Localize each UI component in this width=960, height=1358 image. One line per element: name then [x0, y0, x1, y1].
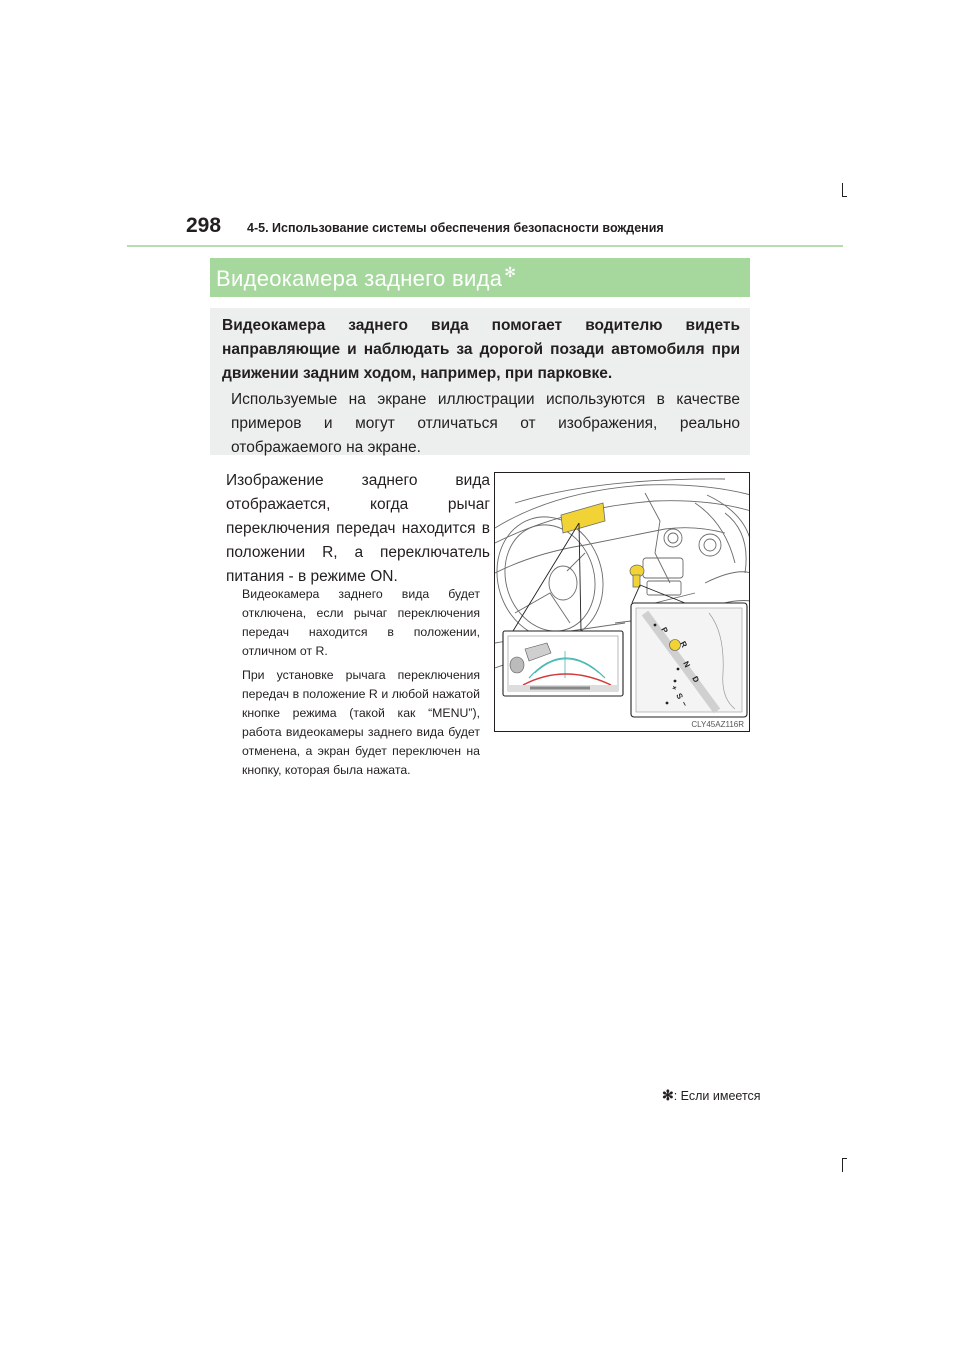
crop-mark-bottom: [842, 1158, 843, 1172]
note-paragraph-1: Видеокамера заднего вида будет отключена, если рычаг переключения передач находится в положении, отличном от R.: [242, 587, 480, 658]
crop-mark-top: [842, 183, 843, 197]
note-paragraph-2: При установке рычага переключения передач в положение R и любой нажатой кнопке режима (такой как “MENU”), работа видеокамеры заднего вида будет отменена, а экран будет переключен на кнопку, которая была нажата.: [242, 668, 480, 777]
title-bar: [210, 258, 750, 297]
intro-box: [210, 308, 750, 455]
figure-code: CLY45AZ116R: [691, 720, 744, 729]
section-heading: 4-5. Использование системы обеспечения безопасности вождения: [247, 221, 664, 235]
gear-label-minus: −: [679, 699, 690, 709]
intro-summary: Видеокамера заднего вида помогает водителю видеть направляющие и наблюдать за дорогой позади автомобиля при движении задним ходом, например, при парковке.: [222, 317, 740, 382]
gear-label-plus: +: [669, 683, 680, 693]
shift-lever-highlight: [630, 565, 644, 587]
dashboard-illustration: [494, 472, 750, 732]
page-number: 298: [186, 214, 222, 237]
gear-label-d: D: [690, 674, 701, 685]
asterisk-icon: ✻: [662, 1087, 674, 1103]
footnote: [662, 1087, 761, 1104]
camera-screen-inset: [503, 631, 623, 696]
gear-label-p: P: [659, 625, 670, 635]
dashboard-drawing: [495, 473, 750, 732]
intro-note: Используемые на экране иллюстрации используются в качестве примеров и могут отличаться от изображения, реально отображаемого на экране.: [231, 391, 740, 456]
page-title: [216, 266, 516, 292]
gear-label-s: S: [674, 691, 685, 701]
page-title-text: Видеокамера заднего вида: [216, 266, 503, 291]
footnote-text: : Если имеется: [673, 1089, 761, 1103]
gear-label-r: R: [678, 639, 689, 650]
header-rule: [127, 245, 843, 247]
gear-label-n: N: [681, 659, 692, 670]
crop-mark-top-foot: [842, 196, 847, 197]
shifter-inset: [631, 603, 747, 717]
display-highlight: [561, 503, 605, 533]
crop-mark-bottom-foot: [842, 1158, 847, 1159]
body-paragraph: Изображение заднего вида отображается, когда рычаг переключения передач находится в положении R, а переключатель питания - в режиме ON.: [226, 472, 490, 585]
asterisk-icon: ✻: [504, 264, 517, 280]
